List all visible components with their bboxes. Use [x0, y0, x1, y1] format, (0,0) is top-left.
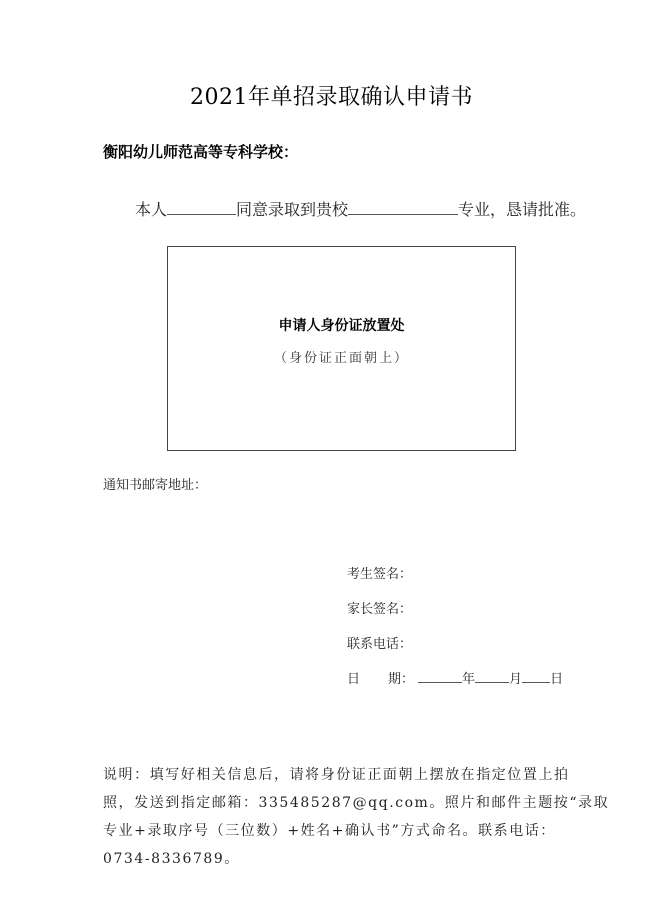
year-label: 年: [462, 672, 476, 687]
date-label-char1: 日: [347, 672, 361, 687]
id-card-placement-box: [167, 246, 516, 451]
statement-middle: 同意录取到贵校: [236, 200, 349, 219]
document-title: 2021年单招录取确认申请书: [190, 85, 473, 110]
confirmation-statement: [135, 197, 586, 220]
student-signature-label: 考生签名：: [347, 567, 413, 582]
id-box-title: 申请人身份证放置处: [278, 318, 405, 334]
note-line-4: 0734-8336789。: [103, 851, 240, 867]
date-row: [347, 668, 563, 687]
date-label-char2: 期：: [388, 672, 415, 687]
id-box-subtitle: （身份证正面朝上）: [273, 351, 409, 366]
year-blank[interactable]: [418, 671, 462, 683]
name-blank[interactable]: [167, 200, 236, 215]
month-blank[interactable]: [475, 671, 509, 683]
note-line-3: 专业+录取序号（三位数）+姓名+确认书”方式命名。联系电话：: [103, 823, 556, 839]
addressee-school: 衡阳幼儿师范高等专科学校：: [103, 143, 299, 161]
mailing-address-label: 通知书邮寄地址：: [103, 478, 208, 493]
day-blank[interactable]: [522, 671, 550, 683]
major-blank[interactable]: [348, 200, 458, 215]
note-line-1: 说明：填写好相关信息后，请将身份证正面朝上摆放在指定位置上拍: [103, 767, 570, 783]
contact-phone-label: 联系电话：: [347, 637, 413, 652]
parent-signature-label: 家长签名：: [347, 602, 413, 617]
statement-suffix: 专业，恳请批准。: [458, 200, 587, 219]
day-label: 日: [550, 672, 564, 687]
month-label: 月: [509, 672, 523, 687]
note-line-2: 照，发送到指定邮箱：335485287@qq.com。照片和邮件主题按“录取: [103, 795, 610, 811]
statement-prefix: 本人: [135, 200, 168, 219]
